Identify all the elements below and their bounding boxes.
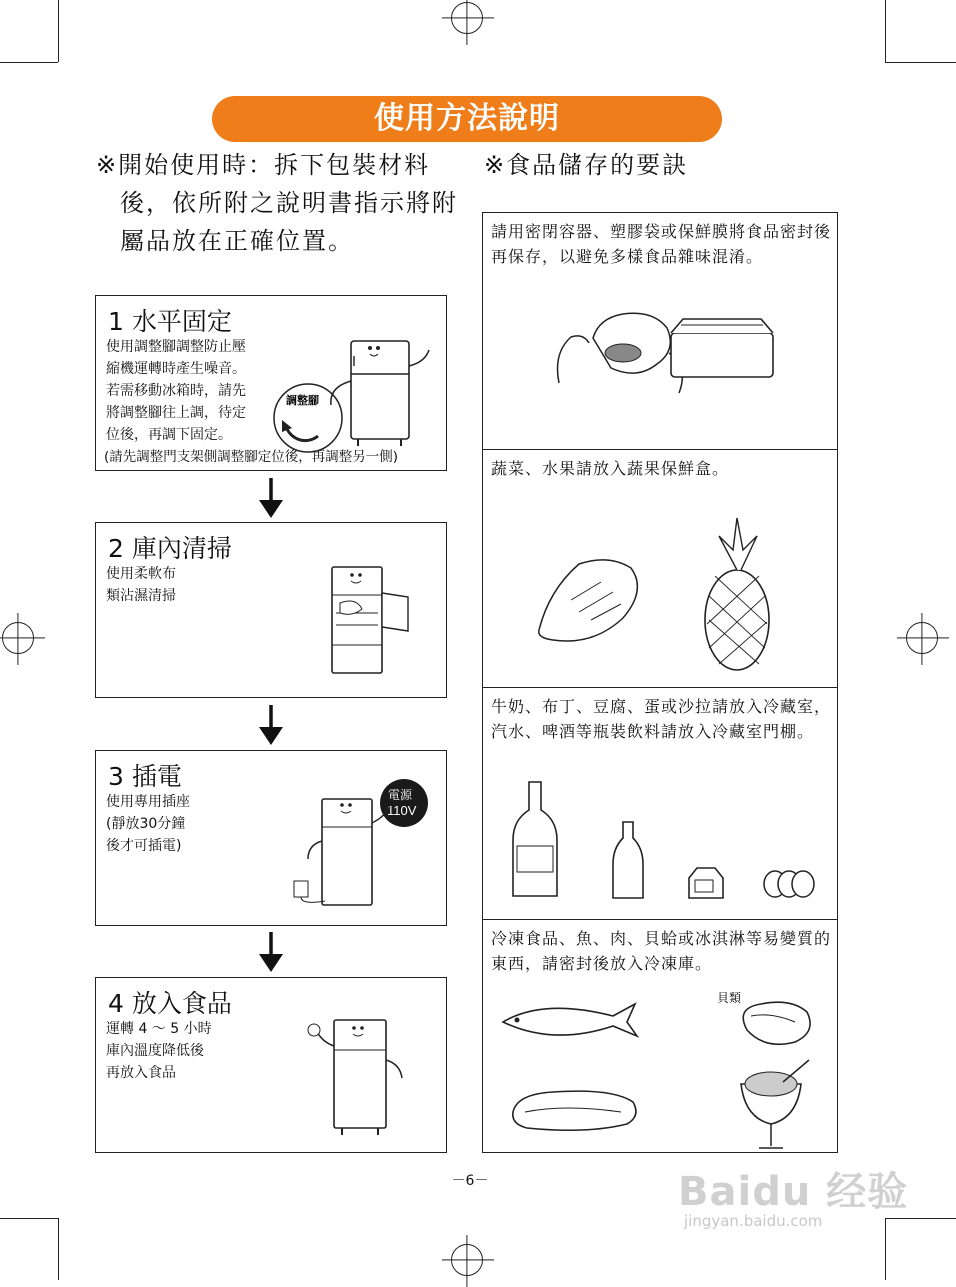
food-section-frozen xyxy=(483,919,837,1154)
step-cleaning xyxy=(95,522,447,698)
fridge-cleaning-illustration xyxy=(96,523,448,699)
sealed-container-illustration xyxy=(483,213,839,449)
step-description: 使用柔軟布 類沾濕清掃 xyxy=(106,566,176,604)
step-title: 3 插電 xyxy=(108,762,182,791)
food-section-sealed xyxy=(483,213,837,449)
vegetable-fruit-illustration xyxy=(483,450,839,688)
food-section-produce xyxy=(483,449,837,687)
step-add-food xyxy=(95,977,447,1153)
intro-line: ※開始使用時：拆下包裝材料 xyxy=(96,151,431,179)
intro-text xyxy=(96,146,468,260)
fridge-adjust-illustration xyxy=(96,296,448,472)
food-section-text: 牛奶、布丁、豆腐、蛋或沙拉請放入冷藏室，汽水、啤酒等瓶裝飲料請放入冷藏室門棚。 xyxy=(491,697,832,741)
frozen-food-illustration xyxy=(483,920,839,1155)
registration-mark xyxy=(2,622,34,654)
crop-mark xyxy=(885,62,956,63)
food-storage-panel xyxy=(482,212,838,1153)
bottles-dairy-illustration xyxy=(483,688,839,920)
food-section-text: 請用密閉容器、塑膠袋或保鮮膜將食品密封後再保存，以避免多樣食品雜味混淆。 xyxy=(491,222,832,266)
registration-mark xyxy=(451,2,483,34)
intro-line: 後，依所附之說明書指示將附 xyxy=(120,189,458,217)
step-note: (請先調整門支架側調整腳定位後，再調整另一側) xyxy=(104,449,399,465)
food-section-text: 冷凍食品、魚、肉、貝蛤或冰淇淋等易變質的東西，請密封後放入冷凍庫。 xyxy=(491,929,832,973)
step-leveling xyxy=(95,295,447,471)
step-plug-in xyxy=(95,750,447,926)
down-arrow-icon xyxy=(259,478,283,518)
down-arrow-icon xyxy=(259,705,283,745)
adjust-foot-label: 調整腳 xyxy=(286,395,319,407)
svg-text:電源: 電源 xyxy=(388,788,413,802)
registration-mark xyxy=(451,1244,483,1276)
crop-mark xyxy=(885,0,886,62)
step-title: 4 放入食品 xyxy=(108,989,232,1018)
food-section-text: 蔬菜、水果請放入蔬果保鮮盒。 xyxy=(491,459,730,478)
fridge-food-illustration xyxy=(96,978,448,1154)
crop-mark xyxy=(885,1218,956,1219)
crop-mark xyxy=(0,62,58,63)
intro-line: 屬品放在正確位置。 xyxy=(120,227,354,255)
food-section-dairy xyxy=(483,687,837,919)
page-title: 使用方法說明 xyxy=(374,101,560,136)
crop-mark xyxy=(0,1218,58,1219)
step-description: 使用專用插座 (靜放30分鐘 後才可插電) xyxy=(106,794,190,854)
watermark-url: jingyan.baidu.com xyxy=(684,1212,823,1230)
page-number: －6－ xyxy=(451,1173,489,1189)
crop-mark xyxy=(58,0,59,62)
storage-title: ※食品儲存的要訣 xyxy=(484,151,689,179)
step-description: 使用調整腳調整防止壓 縮機運轉時產生噪音。 若需移動冰箱時，請先 將調整腳往上調，待定 位後，再調下固定。 xyxy=(106,339,246,443)
step-title: 2 庫內清掃 xyxy=(108,534,232,563)
shellfish-label: 貝類 xyxy=(717,991,742,1005)
watermark-logo: Baidu 经验 xyxy=(678,1169,909,1215)
down-arrow-icon xyxy=(259,932,283,972)
crop-mark xyxy=(885,1218,886,1280)
page-title-banner xyxy=(212,96,722,142)
registration-mark xyxy=(906,622,938,654)
step-description: 運轉 4 ～ 5 小時 庫內溫度降低後 再放入食品 xyxy=(106,1021,212,1081)
crop-mark xyxy=(58,1218,59,1280)
step-title: 1 水平固定 xyxy=(108,307,232,336)
svg-text:110V: 110V xyxy=(387,803,417,818)
fridge-power-illustration xyxy=(96,751,448,927)
